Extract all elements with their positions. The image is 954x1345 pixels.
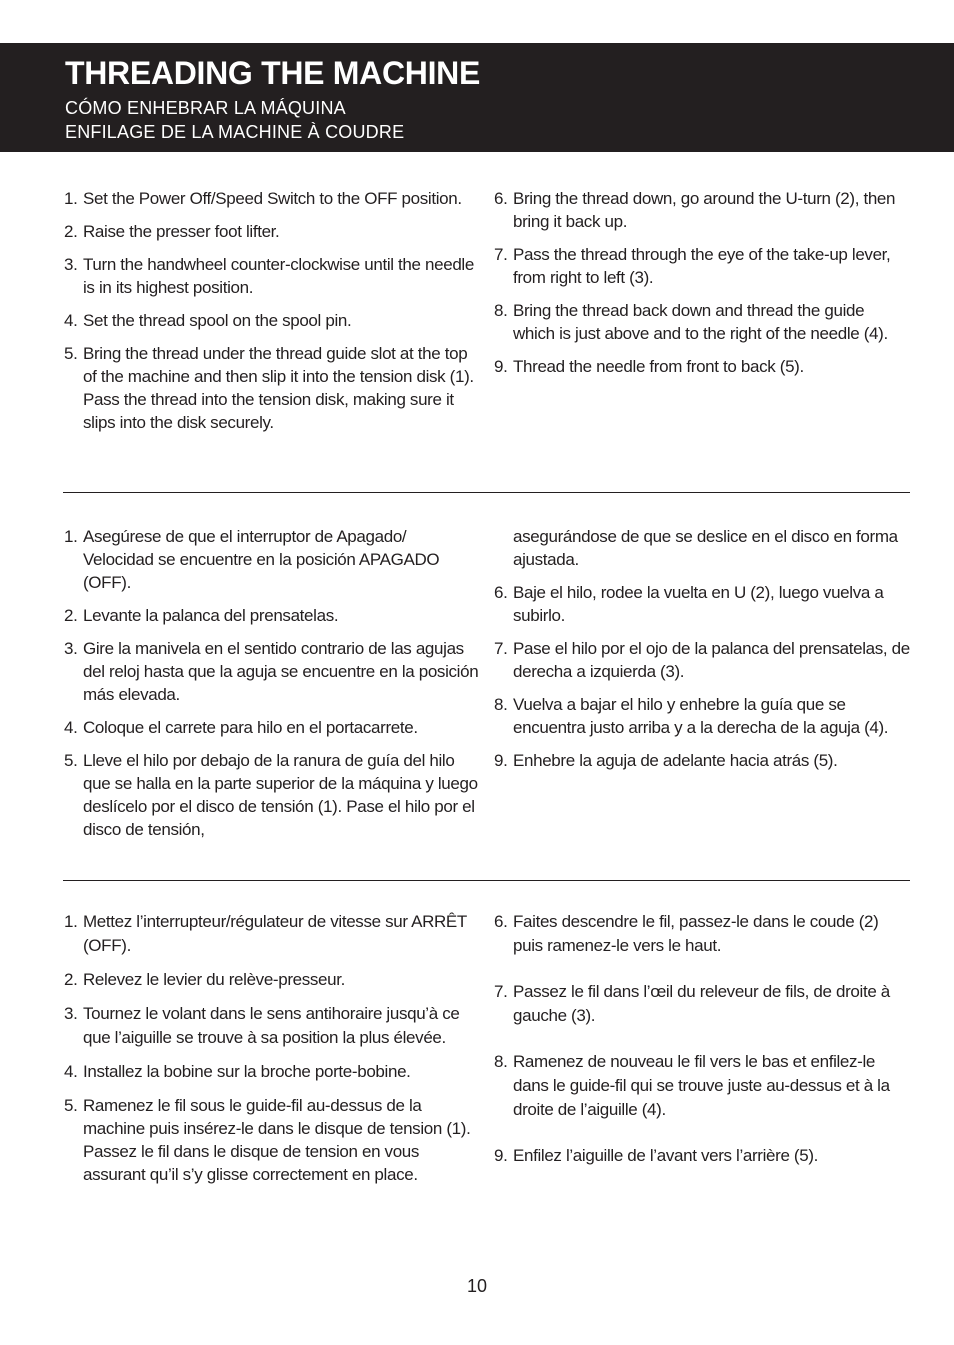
step-item: 4. Set the thread spool on the spool pin. [64, 311, 352, 330]
step-item: 8. Ramenez de nouveau le fil vers le bas et enfilez-le dans le guide-fil qui se trouve juste au-dessus et à la droite de l’aiguille (4). [494, 1052, 890, 1119]
step-item: 5. Bring the thread under the thread guide slot at the top of the machine and then slip it into the tension disk (1). Pass the thread into the tension disk, making sure it slips into the disk securely. [64, 344, 474, 432]
step-item: 9. Enhebre la aguja de adelante hacia atrás (5). [494, 751, 838, 770]
step-item: 6. Bring the thread down, go around the U-turn (2), then bring it back up. [494, 189, 896, 231]
english-steps-right [494, 187, 910, 388]
step-item: 6. Baje el hilo, rodee la vuelta en U (2), luego vuelva a subirlo. [494, 583, 884, 625]
step-item: 1. Set the Power Off/Speed Switch to the OFF position. [64, 189, 462, 208]
step-item: 3. Turn the handwheel counter-clockwise until the needle is in its highest position. [64, 255, 474, 297]
french-steps-right [494, 910, 910, 1178]
subtitle-french: ENFILAGE DE LA MACHINE À COUDRE [65, 122, 405, 142]
step-item: 8. Bring the thread back down and thread the guide which is just above and to the right of the needle (4). [494, 301, 888, 343]
step-item: 7. Pass the thread through the eye of the take-up lever, from right to left (3). [494, 245, 891, 287]
step-item: 5. Ramenez le fil sous le guide-fil au-dessus de la machine puis insérez-le dans le disque de tension (1). Passez le fil dans le disque de tension en vous assurant qu’il s’y glisse correctement en place. [64, 1096, 471, 1184]
step-item: 2. Relevez le levier du relève-presseur. [64, 970, 346, 989]
french-steps-left [64, 910, 480, 1196]
step-item: 2. Raise the presser foot lifter. [64, 222, 280, 241]
step-continuation: asegurándose de que se deslice en el disco en forma ajustada. [513, 527, 898, 569]
step-item: 6. Faites descendre le fil, passez-le dans le coude (2) puis ramenez-le vers le haut. [494, 912, 879, 955]
page-number: 10 [466, 1276, 488, 1296]
spanish-steps-left [64, 525, 480, 851]
step-item: 3. Tournez le volant dans le sens antihoraire jusqu’à ce que l’aiguille se trouve à sa position la plus élevée. [64, 1004, 460, 1047]
subtitle-spanish: CÓMO ENHEBRAR LA MÁQUINA [65, 98, 346, 118]
section-divider [63, 492, 910, 493]
section-divider [63, 880, 910, 881]
step-item: 7. Passez le fil dans l’œil du releveur de fils, de droite à gauche (3). [494, 982, 890, 1025]
step-item: 1. Mettez l’interrupteur/régulateur de vitesse sur ARRÊT (OFF). [64, 912, 467, 955]
step-item: 4. Installez la bobine sur la broche porte-bobine. [64, 1062, 411, 1081]
step-item: 2. Levante la palanca del prensatelas. [64, 606, 339, 625]
header-banner [0, 43, 954, 152]
step-item: 8. Vuelva a bajar el hilo y enhebre la guía que se encuentra justo arriba y a la derecha de la aguja (4). [494, 695, 889, 737]
step-item: 5. Lleve el hilo por debajo de la ranura de guía del hilo que se halla en la parte superior de la máquina y luego deslícelo por el disco de tensión (1). Pase el hilo por el disco de tensión, [64, 751, 478, 839]
step-item: 7. Pase el hilo por el ojo de la palanca del prensatelas, de derecha a izquierda (3). [494, 639, 910, 681]
step-item: 9. Enfilez l’aiguille de l’avant vers l’arrière (5). [494, 1146, 819, 1165]
spanish-steps-right [494, 525, 910, 782]
page-title: THREADING THE MACHINE [65, 55, 481, 91]
step-item: 9. Thread the needle from front to back (5). [494, 357, 804, 376]
english-steps-left [64, 187, 480, 444]
step-item: 4. Coloque el carrete para hilo en el portacarrete. [64, 718, 418, 737]
step-item: 1. Asegúrese de que el interruptor de Apagado/ Velocidad se encuentre en la posición APAGADO (OFF). [64, 527, 440, 592]
step-item: 3. Gire la manivela en el sentido contrario de las agujas del reloj hasta que la aguja se encuentre en la posición más elevada. [64, 639, 479, 704]
